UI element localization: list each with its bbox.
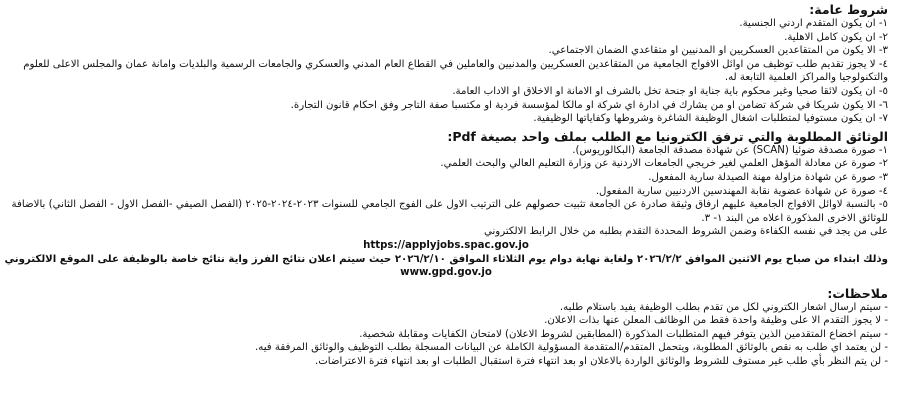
required-document-item: ٣- صورة عن شهادة مزاولة مهنة الصيدلة سارية المفعول. (648, 171, 888, 183)
required-documents-section (4, 129, 888, 280)
apply-link[interactable]: https://applyjobs.spac.gov.jo (363, 239, 529, 251)
note-item: - لن يعتمد اي طلب به نقص بالوثائق المطلوبة، ويتحمل المتقدم/المتقدمة المسؤولية الكاملة عن البيانات المسجلة بطلب التوظيف والوثائق المرفقة فيه. (255, 342, 888, 354)
notes-section (4, 286, 888, 369)
website-link[interactable]: www.gpd.gov.jo (400, 267, 492, 279)
note-item: - لن يتم النظر بأي طلب غير مستوف للشروط والوثائق الواردة بالاعلان او بعد انتهاء فترة استقبال الطلبات او بعد انتهاء فترة الاعتراضات. (314, 356, 888, 368)
general-condition-item: ٧- ان يكون مستوفيا لمتطلبات اشغال الوظيفة الشاغرة وشروطها وكفاياتها الوظيفية. (533, 113, 888, 125)
general-condition-item: ٥- ان يكون لائقا صحيا وغير محكوم باية جناية او جنحة تخل بالشرف او الامانة او الاخلاق او الاداب العامة. (452, 85, 888, 97)
apply-note: على من يجد في نفسه الكفاءة وضمن الشروط المحددة التقدم بطلبه من خلال الرابط الالكتروني (483, 226, 888, 238)
general-condition-item: ١- ان يكون المتقدم اردني الجنسية. (739, 18, 888, 29)
required-document-item: ١- صورة مصدقة ضوئيا (SCAN) عن شهادة مصدقة الجامعة (البكالوريوس). (572, 144, 888, 156)
note-item: - لا يجوز التقدم الا على وظيفة واحدة فقط من الوظائف المعلن عنها بذات الاعلان. (544, 315, 888, 327)
required-document-item: ٤- صورة عن شهادة عضوية نقابة المهندسين الاردنيين سارية المفعول. (595, 185, 888, 197)
note-item: - سيتم ارسال اشعار الكتروني لكل من تقدم بطلب الوظيفة يفيد باستلام طلبه. (559, 301, 888, 313)
required-documents-title: الوثائق المطلوبة والتي ترفق الكترونيا مع الطلب بملف واحد بصيغة Pdf: (447, 128, 888, 144)
notes-title: ملاحظات: (827, 285, 888, 301)
general-conditions-section (4, 2, 888, 126)
general-condition-item: ٦- الا يكون شريكا في شركة تضامن او من يشارك في ادارة اي شركة او مالكا لمؤسسة فردية او مكتسبا صفة التاجر وفق احكام قانون التجارة. (290, 99, 888, 111)
general-condition-item: ٤- لا يجوز تقديم طلب توظيف من اوائل الافواج الجامعية من المتقاعدين العسكريين والمدنيين والعاملين في القطاع العام المدني والعسكري والجامعات الرسمية والبلديات وامانة عمان والمجلس الاعلى للعلوم والتكنولوجيا والمراكز العلمية التابعة له. (23, 58, 888, 84)
general-conditions-title: شروط عامة: (809, 2, 888, 17)
dates-note: وذلك ابتداء من صباح يوم الاثنين الموافق ٢٠٢٦/٢/٢ ولغاية نهاية دوام يوم الثلاثاء الموافق ٢٠٢٦/٢/١٠ حيث سيتم اعلان نتائج الفرز واية نتائج خاصة بالوظيفة على الموقع الالكتروني (4, 253, 888, 265)
required-document-item: ٢- صورة عن معادلة المؤهل العلمي لغير خريجي الجامعات الاردنية عن وزارة التعليم العالي والبحث العلمي. (440, 158, 888, 170)
note-item: - سيتم اخضاع المتقدمين الذين يتوفر فيهم المتطلبات المذكورة (المطابقين لشروط الاعلان) لامتحان الكفايات ومقابلة شخصية. (359, 328, 888, 340)
general-condition-item: ٢- ان يكون كامل الاهلية. (784, 31, 888, 43)
required-document-item: ٥- بالنسبة لاوائل الافواج الجامعية عليهم ارفاق وثيقة صادرة عن الجامعة تثبيت حصولهم على الترتيب الاول على الفوج الجامعي للسنوات ٢٠٢٣-٢٠٢٤-٢٠٢٥ (الفصل الصيفي -الفصل الاول - الفصل الثاني) بالاضافة للوثائق الاخرى المذكورة اعلاه من البند ١- ٣. (11, 199, 888, 224)
general-condition-item: ٣- الا يكون من المتقاعدين العسكريين او المدنيين او متقاعدي الضمان الاجتماعي. (548, 45, 888, 57)
